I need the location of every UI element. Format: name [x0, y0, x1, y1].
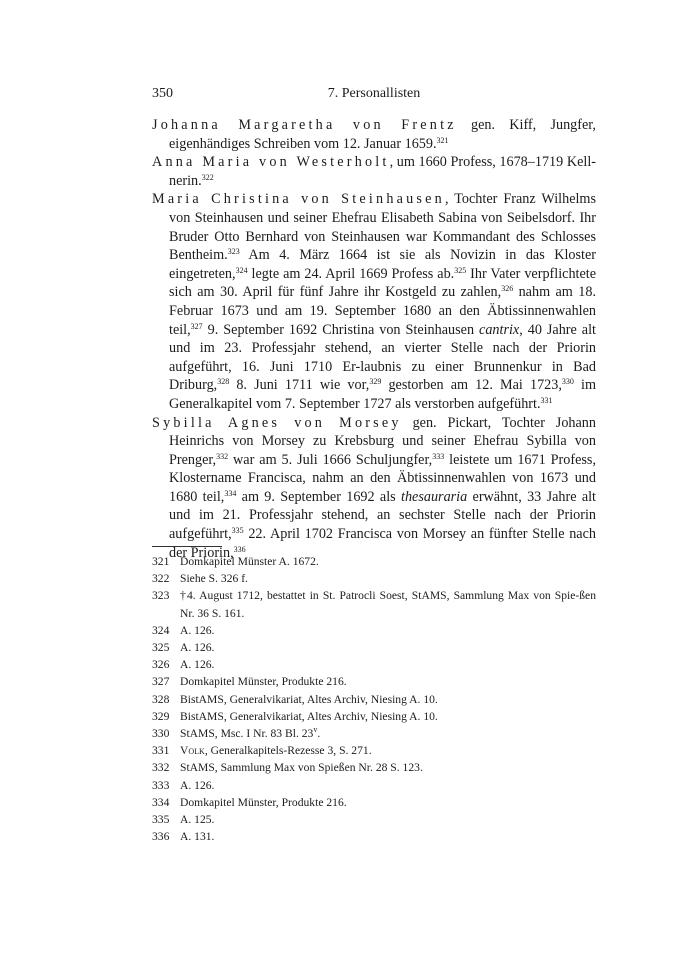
footnote [152, 639, 596, 656]
footnote-reference[interactable]: 326 [501, 284, 514, 294]
entry-text: im Generalkapitel vom 7. September 1727 als verstorben aufgeführt. [169, 377, 597, 412]
footnote [152, 777, 596, 794]
footnote [152, 742, 596, 759]
footnote-reference[interactable]: 324 [235, 265, 248, 275]
footnote-number: 328 [152, 692, 170, 706]
footnote-number: 331 [152, 744, 170, 758]
footnote [152, 587, 596, 621]
person-name: Maria Christina von Steinhausen [152, 191, 445, 208]
footnote-reference[interactable]: 329 [369, 377, 382, 387]
footnote-text: Domkapitel Münster, Produkte 216. [180, 795, 347, 809]
footnote-text: A. 126. [180, 623, 215, 637]
footnote-text: Domkapitel Münster, Produkte 216. [180, 675, 347, 689]
footnote [152, 811, 596, 828]
footnote-number: 323 [152, 589, 170, 603]
footnote-reference[interactable]: 332 [216, 451, 229, 461]
footnote-number: 330 [152, 727, 170, 741]
entry-text: , Tochter Franz Wilhelms von Steinhausen und seiner Ehefrau Elisabeth Sabina von Seibelsdorf. Ihr Bruder Otto Bernhard von Steinhausen war Kommandant des Schlosses Bentheim. [169, 191, 596, 264]
entry-text: nerin. [169, 172, 202, 189]
footnote [152, 622, 596, 639]
footnote-text: BistAMS, Generalvikariat, Altes Archiv, Niesing A. 10. [180, 692, 438, 706]
footnote-reference[interactable]: 323 [227, 247, 240, 257]
footnotes-list [152, 553, 596, 845]
entry-text: 22. April 1702 Francisca von Morsey an fünfter Stelle nach der Priorin, [169, 526, 596, 561]
italic-term: cantrix [479, 321, 520, 338]
footnote-number: 329 [152, 709, 170, 723]
footnote [152, 828, 596, 845]
footnote-text: †4. August 1712, bestattet in St. Patrocli Soest, StAMS, Sammlung Max von Spie-ßen Nr. 36 S. 161. [180, 589, 596, 620]
entry-text: war am 5. Juli 1666 Schuljungfer, [228, 451, 433, 468]
entry-text: 8. Juni 1711 wie vor, [229, 377, 370, 394]
footnote-text: A. 126. [180, 641, 215, 655]
entry-text: nahm am 18. Februar 1673 und am 19. September 1680 an den Äbtissinnenwahlen teil, [169, 284, 596, 338]
footnote-reference[interactable]: 330 [561, 377, 574, 387]
footnote-number: 327 [152, 675, 170, 689]
footnote-text: Domkapitel Münster A. 1672. [180, 555, 319, 568]
footnote-reference[interactable]: 335 [231, 526, 244, 536]
footnote-reference[interactable]: 331 [540, 395, 553, 405]
footnote [152, 794, 596, 811]
entry-steinhausen [152, 190, 596, 413]
footnote-number: 324 [152, 623, 170, 637]
footnote-number: 333 [152, 778, 170, 792]
footnote-reference[interactable]: 321 [436, 135, 449, 145]
footnote-reference[interactable]: 325 [454, 265, 467, 275]
footnote-text: StAMS, Sammlung Max von Spießen Nr. 28 S. 123. [180, 761, 423, 775]
footnote-number: 336 [152, 830, 170, 844]
person-name: Anna Maria von Westerholt [152, 154, 390, 171]
person-name: Sybilla Agnes von Morsey [152, 414, 402, 431]
entry-morsey [152, 414, 596, 563]
footnote-text: A. 131. [180, 830, 215, 844]
entry-frentz [152, 116, 596, 153]
footnote-text: Siehe S. 326 f. [180, 572, 248, 586]
footnote-text: . [317, 727, 321, 741]
footnote-reference[interactable]: 336 [233, 544, 246, 554]
footnote-divider [152, 546, 222, 547]
footnote-reference[interactable]: 334 [224, 488, 237, 498]
main-text [152, 116, 596, 562]
footnote [152, 691, 596, 708]
footnote [152, 553, 596, 570]
footnote-reference[interactable]: 322 [201, 172, 214, 182]
running-head: 7. Personallisten [327, 86, 421, 101]
footnote-number: 326 [152, 658, 170, 672]
entry-text: leistete um 1671 Profess, Klostername Francisca, nahm an den Äbtissinnenwahlen von 1673 und 1680 teil, [169, 451, 596, 505]
entry-text: Am 4. März 1664 ist sie als Novizin in das Kloster eingetreten, [169, 247, 596, 282]
footnote [152, 708, 596, 725]
footnote-number: 325 [152, 641, 170, 655]
footnote-text: StAMS, Msc. I Nr. 83 Bl. 23 [180, 727, 314, 741]
entry-text: Ihr Vater verpflichtete sich am 30. April für fünf Jahre ihr Kostgeld zu zahlen, [169, 265, 597, 301]
italic-term: thesauraria [401, 488, 468, 505]
footnote-reference[interactable]: 327 [190, 321, 203, 331]
entry-westerholt [152, 153, 596, 190]
footnote-text: A. 125. [180, 813, 215, 827]
footnote [152, 759, 596, 776]
footnote-number: 332 [152, 761, 170, 775]
entry-text: 9. September 1692 Christina von Steinhausen [202, 321, 480, 338]
footnote-text: BistAMS, Generalvikariat, Altes Archiv, Niesing A. 10. [180, 709, 438, 723]
footnote-number: 321 [152, 555, 170, 568]
entry-text: erwähnt, 33 Jahre alt und im 21. Professjahr stehend, an sechster Stelle nach der Priorin aufgeführt, [169, 488, 596, 543]
entry-text: gestorben am 12. Mai 1723, [381, 377, 562, 394]
footnote-number: 322 [152, 572, 170, 586]
entry-text: , 40 Jahre alt und im 23. Professjahr stehend, an vierter Stelle nach der Priorin aufgeführt, 16. Juni 1710 Er-laubnis zu einer Brunnenkur in Bad Driburg, [169, 321, 596, 394]
superscript: v [313, 725, 318, 735]
entry-text: legte am 24. April 1669 Profess ab. [247, 265, 455, 282]
entry-text: am 9. September 1692 als [236, 488, 401, 505]
footnote-number: 335 [152, 813, 170, 827]
footnote [152, 673, 596, 690]
author-name: Volk [180, 744, 205, 758]
footnote [152, 570, 596, 587]
person-name: Johanna Margaretha von Frentz [152, 117, 457, 133]
footnote [152, 656, 596, 673]
page-header [152, 86, 596, 106]
page-number: 350 [152, 86, 173, 101]
footnote-text: A. 126. [180, 778, 215, 792]
footnote-reference[interactable]: 333 [432, 451, 445, 461]
entry-text: gen. Kiff, Jungfer, eigenhändiges Schreiben vom 12. Januar 1659. [169, 117, 596, 152]
footnote-reference[interactable]: 328 [217, 377, 230, 387]
footnote-text: , Generalkapitels-Rezesse 3, S. 271. [204, 744, 372, 758]
entry-text: gen. Pickart, Tochter Johann Heinrichs von Morsey zu Krebsburg und seiner Ehefrau Sybilla von Prenger, [169, 414, 596, 468]
footnote [152, 725, 596, 742]
entry-text: , um 1660 Profess, 1678–1719 Kell- [389, 154, 596, 171]
footnote-number: 334 [152, 795, 170, 809]
footnote-text: A. 126. [180, 658, 215, 672]
